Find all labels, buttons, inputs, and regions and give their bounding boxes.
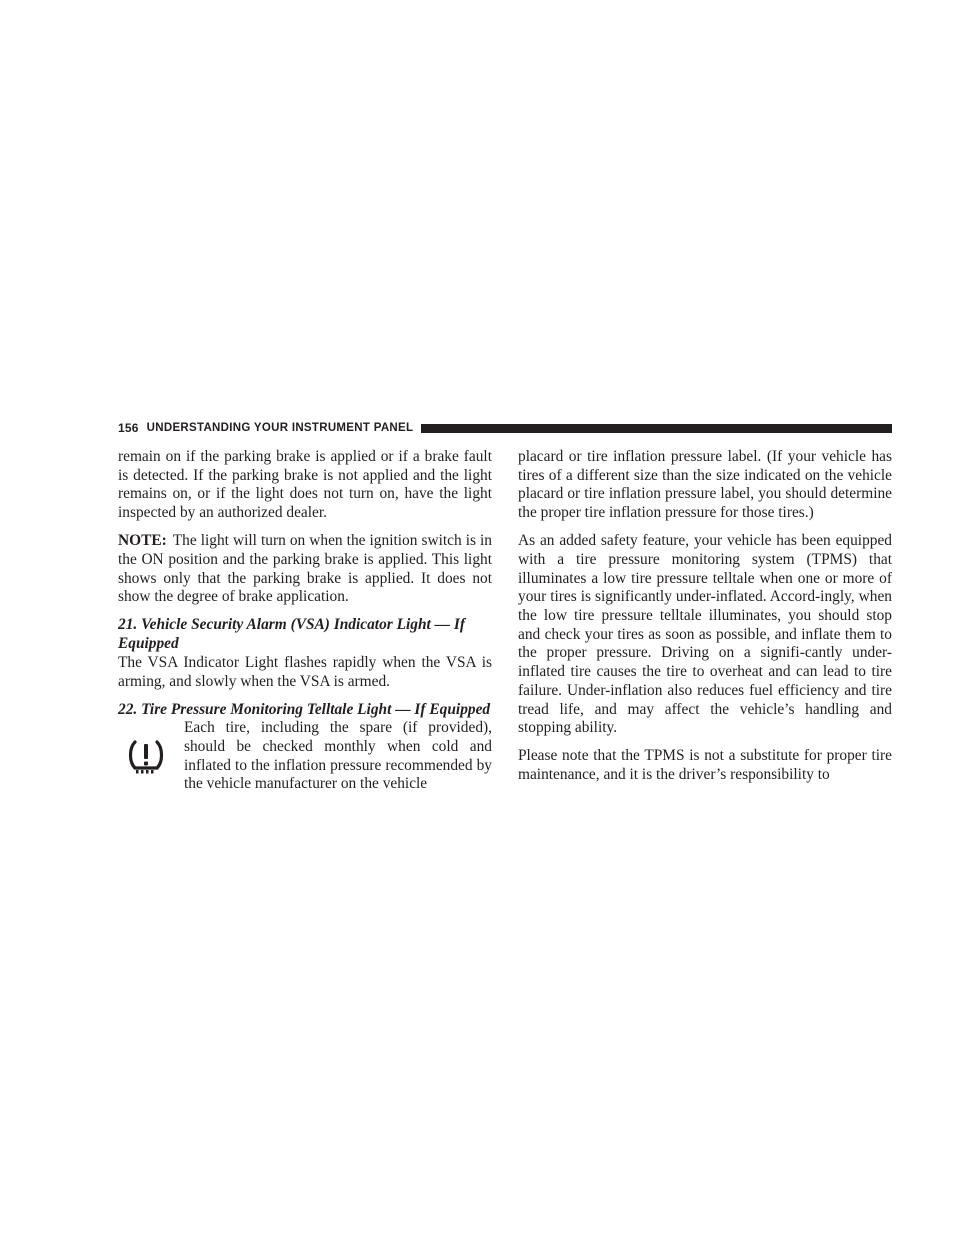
section-heading-21: 21. Vehicle Security Alarm (VSA) Indicator Light — If Equipped: [118, 616, 466, 653]
tire-pressure-warning-icon: [126, 736, 166, 776]
section-heading-22: 22. Tire Pressure Monitoring Telltale Light — If Equipped: [118, 700, 491, 718]
tpms-paragraph-block: [118, 719, 492, 794]
left-paragraph-1: remain on if the parking brake is applied or if a brake fault is detected. If the parking brake is not applied and the light remains on, or if the light does not turn on, have the light inspected by an authorized dealer.: [118, 448, 492, 522]
header-rule-bar: [421, 424, 892, 433]
note-text: The light will turn on when the ignition switch is in the ON position and the parking brake is applied. This light shows only that the parking brake is applied. It does not show the degree of brake application.: [118, 532, 492, 606]
right-paragraph-1: placard or tire inflation pressure label. (If your vehicle has tires of a different size than the size indicated on the vehicle placard or tire inflation pressure label, you should determine the proper tire inflation pressure for those tires.): [518, 448, 892, 522]
note-label: NOTE:: [118, 532, 167, 550]
right-column: [518, 448, 892, 794]
tpms-icon-container: [118, 719, 184, 793]
vsa-paragraph: The VSA Indicator Light flashes rapidly when the VSA is arming, and slowly when the VSA is armed.: [118, 653, 492, 690]
page-header: [118, 420, 892, 436]
running-title: UNDERSTANDING YOUR INSTRUMENT PANEL: [146, 422, 414, 434]
note-paragraph: [118, 532, 492, 607]
left-column: [118, 448, 492, 794]
right-paragraph-2: As an added safety feature, your vehicle has been equipped with a tire pressure monitoring system (TPMS) that illuminates a low tire pressure telltale when one or more of your tires is significantly under-inflated. Accord-ingly, when the low tire pressure telltale illuminates, you should stop and check your tires as soon as possible, and inflate them to the proper pressure. Driving on a signifi-cantly under-inflated tire causes the tire to overheat and can lead to tire failure. Under-inflation also reduces fuel efficiency and tire tread life, and may affect the vehicle’s handling and stopping ability.: [518, 532, 892, 737]
tpms-paragraph: Each tire, including the spare (if provided), should be checked monthly when cold and inflated to the inflation pressure recommended by the vehicle manufacturer on the vehicle: [184, 719, 492, 793]
right-paragraph-3: Please note that the TPMS is not a substitute for proper tire maintenance, and it is the driver’s responsibility to: [518, 747, 892, 784]
page-number: 156: [118, 421, 139, 435]
